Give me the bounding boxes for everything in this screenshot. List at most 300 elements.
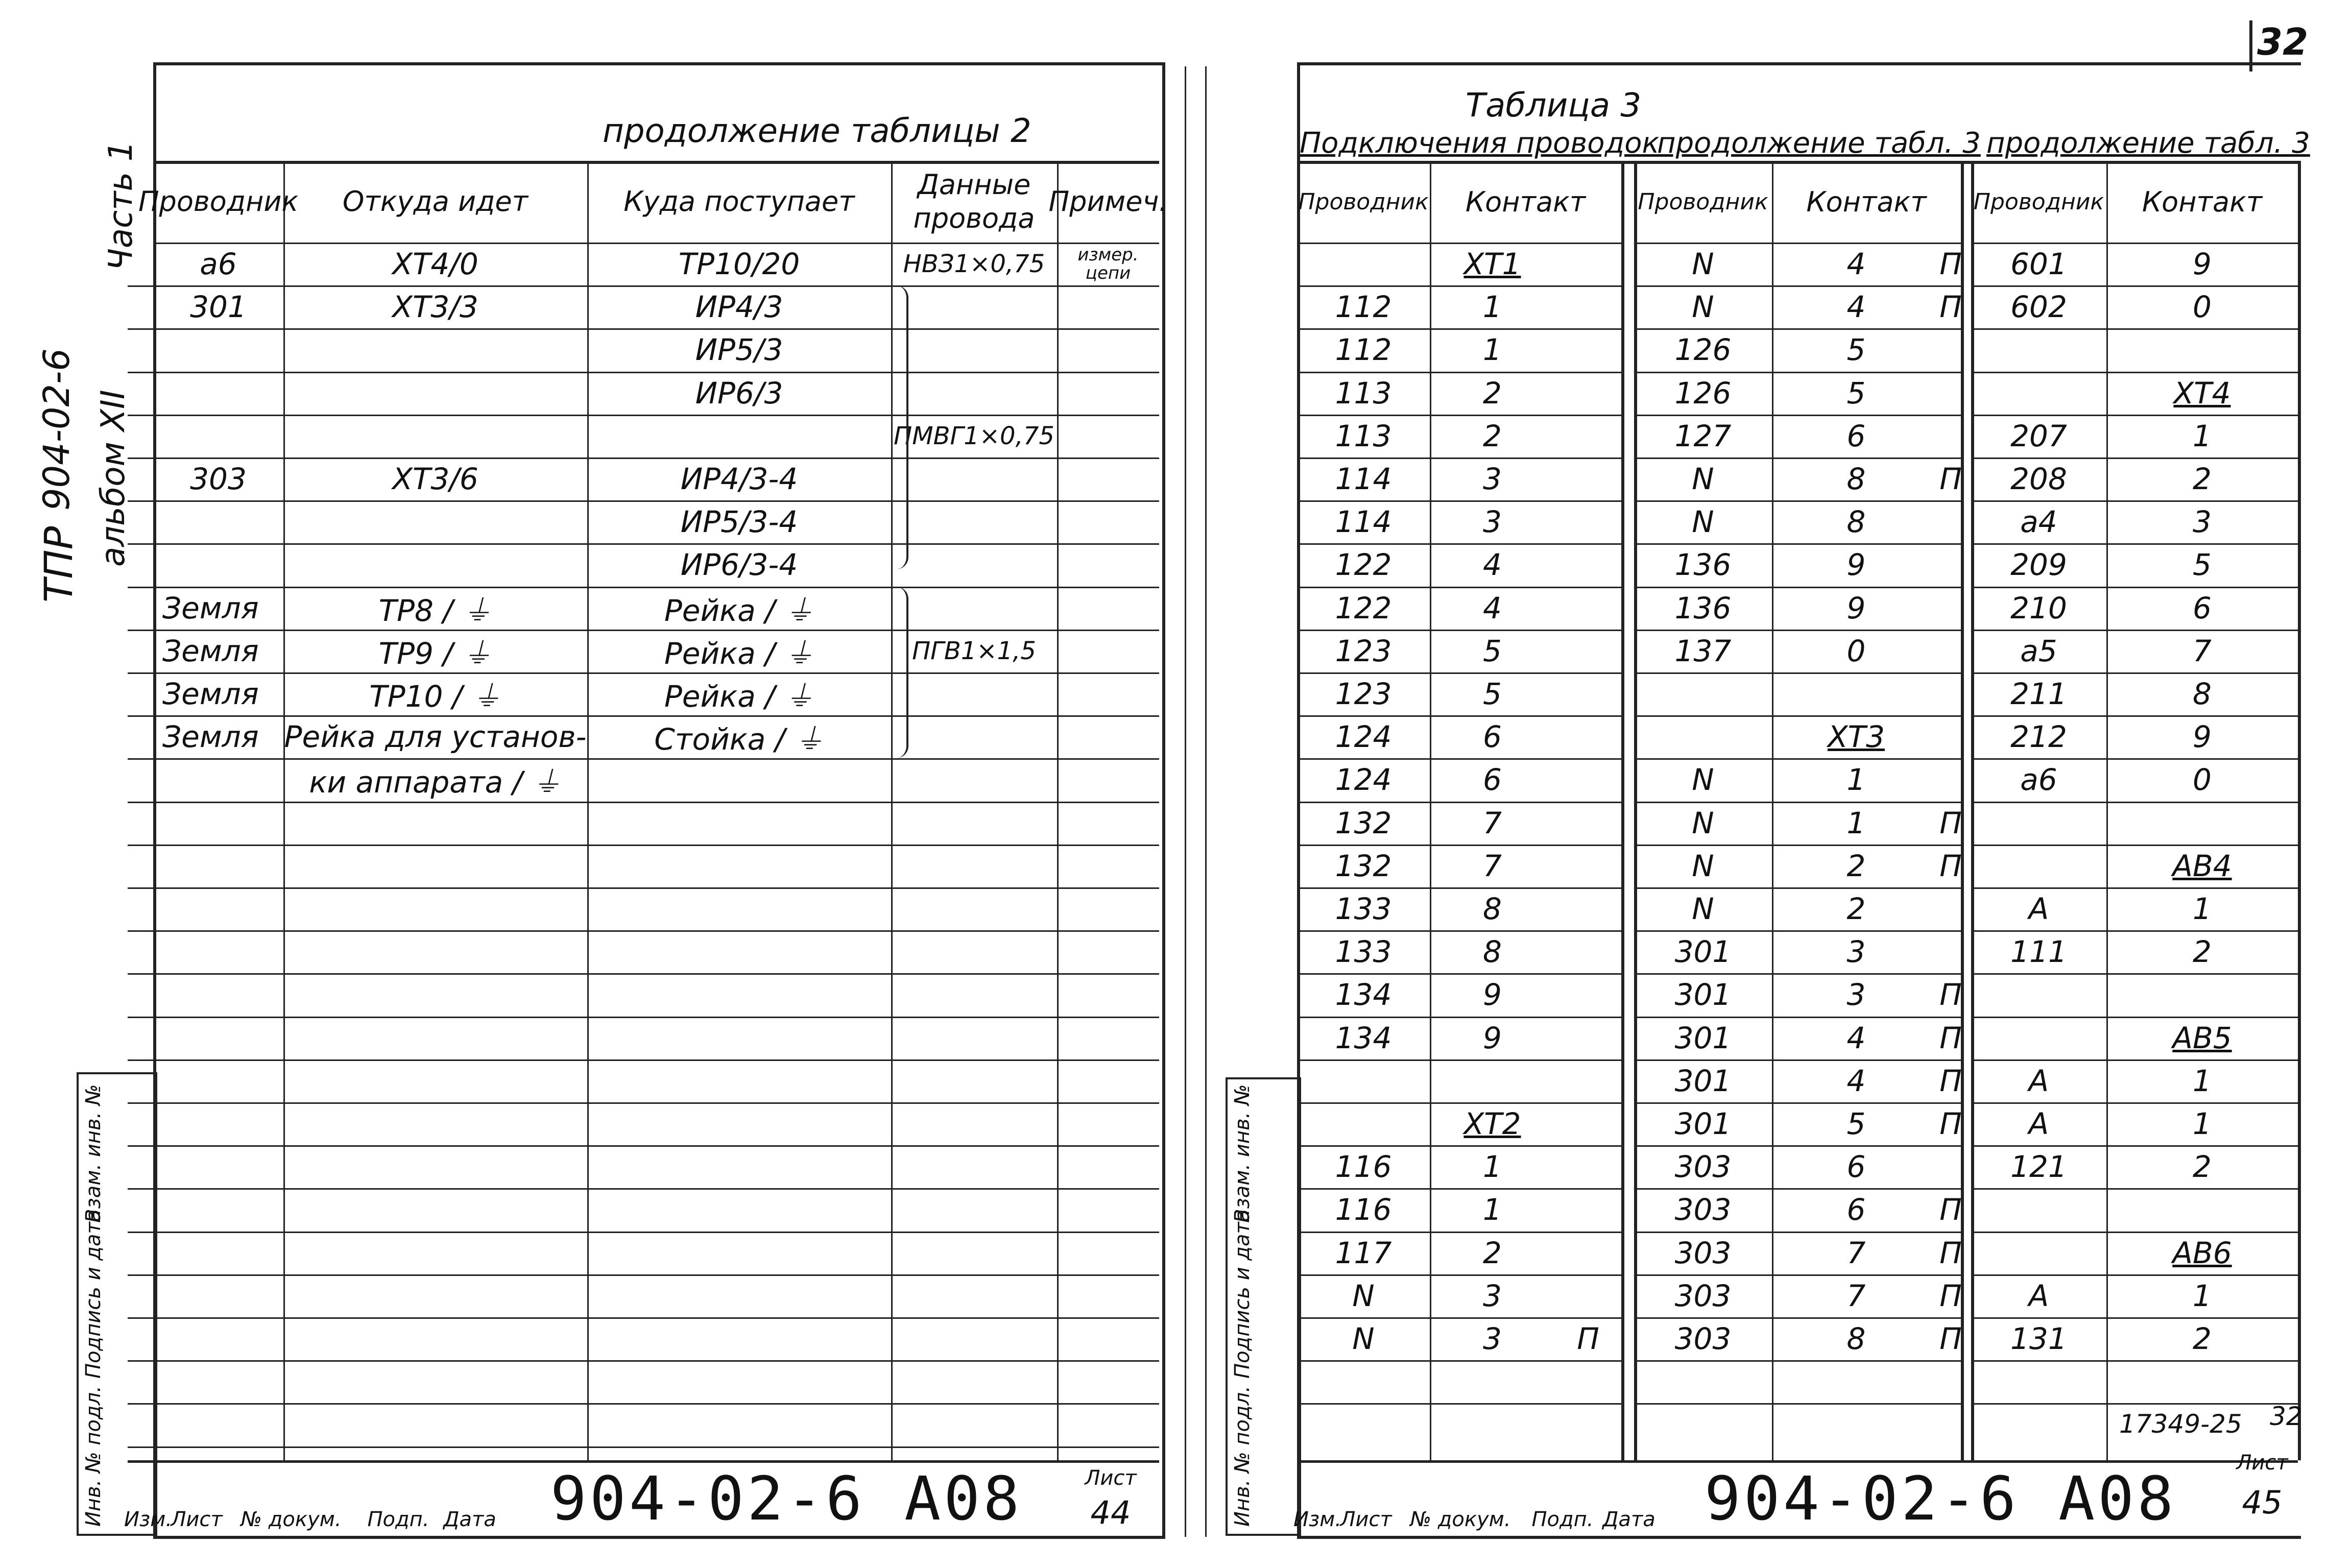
right-cell-wire <box>1634 715 1772 758</box>
right-stamp-col-list: Лист <box>1340 1508 1392 1531</box>
right-cell-contact: 9 <box>2193 719 2212 755</box>
left-row-line <box>128 1446 1159 1448</box>
left-row-line <box>128 887 1159 889</box>
left-stamp-col-list: Лист <box>171 1508 223 1531</box>
right-header-contact: Контакт <box>1465 185 1586 218</box>
right-cell-wire: 124 <box>1335 719 1392 755</box>
right-cont-2: продолжение табл. 3 <box>1986 127 2310 160</box>
gutter-line-2 <box>1205 66 1207 1537</box>
left-side-stamp-1: Взам. инв. № <box>82 1084 105 1223</box>
left-cell-wire <box>153 328 283 371</box>
right-cell-wire: 602 <box>2010 290 2067 325</box>
right-cell-wire: N <box>1692 762 1714 798</box>
right-cell-jumper <box>1555 372 1621 415</box>
left-cell-wire: a6 <box>200 247 237 282</box>
left-side-stamp-2: Подпись и дата <box>82 1209 105 1379</box>
left-brace-2 <box>896 587 908 759</box>
left-cell-to: TP10/20 <box>678 247 800 282</box>
left-cell-wire: Земля <box>162 719 259 755</box>
right-cell-contact: 8 <box>1846 504 1866 540</box>
left-cell-note <box>1057 758 1159 801</box>
right-cell-wire <box>1634 672 1772 715</box>
right-cell-wire: 116 <box>1335 1149 1392 1185</box>
right-cell-terminal-header: XT4 <box>2173 375 2231 411</box>
right-cell-jumper: П <box>1939 977 1962 1012</box>
right-cell-wire: 134 <box>1335 977 1392 1012</box>
right-cell-jumper: П <box>1939 462 1962 497</box>
right-cell-contact: 3 <box>1846 934 1866 970</box>
right-cell-contact: 4 <box>1846 247 1866 282</box>
right-cell-contact: 0 <box>1846 633 1866 668</box>
left-row-line <box>128 802 1159 803</box>
right-cell-wire: 133 <box>1335 891 1392 927</box>
left-cell-note <box>1057 543 1159 586</box>
right-cell-wire: 112 <box>1335 290 1392 325</box>
left-cell-note <box>1057 715 1159 758</box>
right-cell-jumper <box>1555 1232 1621 1274</box>
left-cell-data <box>891 758 1057 801</box>
margin-part: Часть 1 <box>102 140 140 271</box>
right-cell-wire: 208 <box>2010 462 2067 497</box>
left-cell-note <box>1057 587 1159 630</box>
right-cell-wire: 211 <box>2010 677 2067 712</box>
right-cell-jumper <box>1555 543 1621 586</box>
left-row-line <box>128 973 1159 975</box>
left-row-line <box>128 845 1159 846</box>
left-header-to: Куда поступает <box>623 185 855 218</box>
right-cell-contact: 9 <box>1846 590 1866 625</box>
left-brace-1 <box>896 285 908 569</box>
right-cell-wire: 121 <box>2010 1149 2067 1185</box>
right-cell-jumper <box>1940 758 1961 801</box>
left-cell-data <box>891 457 1057 500</box>
right-cell-wire <box>1971 1232 2106 1274</box>
right-stamp-sheet-no: 45 <box>2242 1484 2283 1521</box>
right-cell-jumper: П <box>1939 1106 1962 1142</box>
left-row-line <box>128 1102 1159 1104</box>
right-cell-wire: A <box>2028 1106 2049 1142</box>
right-cell-wire: 301 <box>1674 1106 1732 1142</box>
left-cell-note <box>1057 630 1159 672</box>
left-title: продолжение таблицы 2 <box>603 112 1031 150</box>
right-cell-wire: 303 <box>1674 1278 1732 1313</box>
left-cell-from: XT4/0 <box>392 247 478 282</box>
right-cell-wire: 126 <box>1674 332 1732 368</box>
right-cell-contact: 6 <box>1483 719 1502 755</box>
right-group-end-line <box>2298 161 2301 1460</box>
right-stamp-col-date: Дата <box>1602 1508 1655 1531</box>
right-cell-contact: 7 <box>1846 1278 1866 1313</box>
right-cell-wire: 303 <box>1674 1321 1732 1357</box>
right-cell-wire: 136 <box>1674 547 1732 583</box>
right-cell-jumper <box>1940 1145 1961 1188</box>
right-cell-contact: 1 <box>1483 1192 1502 1227</box>
right-cell-wire: a4 <box>2020 504 2057 540</box>
left-stamp-sheet-no: 44 <box>1090 1494 1131 1531</box>
right-stamp-sheet-label: Лист <box>2236 1451 2288 1475</box>
right-cell-jumper: П <box>1939 1321 1962 1357</box>
left-cell-data: ПГВ1×1,5 <box>912 636 1036 665</box>
right-cell-wire <box>1971 1017 2106 1059</box>
right-cell-wire: 133 <box>1335 934 1392 970</box>
right-cell-wire: 134 <box>1335 1020 1392 1055</box>
right-cell-contact: 3 <box>1483 462 1502 497</box>
left-header-note: Примеч. <box>1048 185 1168 218</box>
left-row-line <box>128 1188 1159 1190</box>
right-cell-terminal-header: XT3 <box>1827 719 1885 755</box>
right-cell-wire: A <box>2028 1063 2049 1098</box>
right-cell-wire: 124 <box>1335 762 1392 798</box>
right-cell-contact: 1 <box>1483 332 1502 368</box>
right-header-wire: Проводник <box>1638 188 1768 215</box>
left-cell-data <box>891 715 1057 758</box>
left-stamp-col-izm: Изм. <box>124 1508 173 1531</box>
right-cell-jumper <box>1555 1059 1621 1102</box>
right-row-line <box>1634 1403 1961 1405</box>
right-cell-contact: 2 <box>2193 1321 2212 1357</box>
left-header-data: Данные провода <box>913 168 1035 234</box>
left-row-line <box>128 1232 1159 1233</box>
right-cell-wire: 303 <box>1674 1235 1732 1270</box>
right-cell-wire: 301 <box>1674 977 1732 1012</box>
right-cell-contact: 5 <box>1846 332 1866 368</box>
right-cell-jumper <box>1555 758 1621 801</box>
right-cell-jumper: П <box>1939 1020 1962 1055</box>
left-cell-data <box>891 372 1057 415</box>
left-cell-data <box>891 672 1057 715</box>
right-cell-wire: 114 <box>1335 462 1392 497</box>
right-cell-contact <box>2106 973 2298 1016</box>
right-cell-wire: 113 <box>1335 375 1392 411</box>
left-cell-data <box>891 500 1057 543</box>
left-cell-to: ИР5/3 <box>695 332 783 368</box>
left-cell-to <box>587 415 891 457</box>
left-row-line <box>128 1145 1159 1147</box>
right-cell-wire: N <box>1352 1278 1375 1313</box>
left-row-line <box>128 930 1159 932</box>
left-cell-to: Рейка / ⏚ <box>664 636 814 671</box>
right-cell-jumper <box>1555 715 1621 758</box>
right-cell-contact <box>1772 672 1940 715</box>
right-cell-jumper <box>1555 500 1621 543</box>
right-cell-wire: 117 <box>1335 1235 1392 1270</box>
right-cell-contact: 8 <box>1483 891 1502 927</box>
right-cell-jumper <box>1940 328 1961 371</box>
right-cell-wire: 303 <box>1674 1149 1732 1185</box>
right-cell-jumper <box>1940 930 1961 973</box>
right-cell-terminal-header: AB5 <box>2172 1020 2232 1055</box>
right-cell-wire: 303 <box>1674 1192 1732 1227</box>
margin-album: альбом XII <box>94 390 132 567</box>
right-cell-wire: 210 <box>2010 590 2067 625</box>
left-cell-note: измер. цепи <box>1077 245 1139 284</box>
left-row-line <box>128 1274 1159 1276</box>
right-cell-contact: 8 <box>1483 934 1502 970</box>
left-cell-from: Рейка для установ- <box>284 719 587 755</box>
right-cell-contact: 8 <box>1846 1321 1866 1357</box>
right-cell-jumper <box>1555 1145 1621 1188</box>
right-cell-contact: 9 <box>1483 1020 1502 1055</box>
right-stamp-code: 904-02-6 А08 <box>1704 1463 2177 1534</box>
left-row-line <box>128 1317 1159 1319</box>
right-cell-contact: 2 <box>1483 1235 1502 1270</box>
right-cell-jumper: П <box>1939 1278 1962 1313</box>
right-cell-contact: 2 <box>1483 418 1502 453</box>
right-header-contact: Контакт <box>2142 185 2263 218</box>
right-cell-terminal-header: XT1 <box>1463 247 1521 282</box>
left-cell-to: ИР5/3-4 <box>680 504 798 540</box>
left-cell-wire: Земля <box>162 677 259 712</box>
right-cell-wire: A <box>2028 891 2049 927</box>
right-cell-jumper: П <box>1939 805 1962 840</box>
right-cell-contact: 4 <box>1483 590 1502 625</box>
left-cell-wire <box>153 415 283 457</box>
right-cell-contact: 7 <box>1483 805 1502 840</box>
left-row-line <box>128 1403 1159 1405</box>
left-cell-from: TP8 / ⏚ <box>378 593 492 628</box>
right-cell-wire: N <box>1692 462 1714 497</box>
right-cell-wire: 301 <box>1674 934 1732 970</box>
margin-tpr: ТПР <box>36 526 81 602</box>
right-cell-contact: 6 <box>2193 590 2212 625</box>
right-cell-contact: 2 <box>1846 848 1866 883</box>
right-cell-wire: N <box>1692 891 1714 927</box>
right-cell-wire <box>1971 802 2106 845</box>
right-cell-wire <box>1971 1188 2106 1231</box>
right-cell-jumper: П <box>1939 247 1962 282</box>
left-side-stamp-3: Инв. № подл. <box>82 1386 105 1527</box>
right-cell-wire: 132 <box>1335 805 1392 840</box>
left-cell-wire <box>153 372 283 415</box>
right-cell-terminal-header: AB6 <box>2172 1235 2232 1270</box>
right-cell-jumper <box>1940 587 1961 630</box>
right-row-line <box>1971 1403 2298 1405</box>
right-cell-contact: 7 <box>1846 1235 1866 1270</box>
right-cell-wire: N <box>1692 504 1714 540</box>
left-stamp-col-date: Дата <box>443 1508 496 1531</box>
left-cell-note <box>1057 500 1159 543</box>
left-cell-from: TP10 / ⏚ <box>369 679 501 714</box>
right-cell-wire: 127 <box>1674 418 1732 453</box>
right-cell-wire: a6 <box>2020 762 2057 798</box>
right-cell-jumper <box>1940 715 1961 758</box>
left-cell-from: TP9 / ⏚ <box>378 636 492 671</box>
right-cell-jumper <box>1940 500 1961 543</box>
left-cell-data: НВЗ1×0,75 <box>903 250 1045 279</box>
right-title: Таблица 3 <box>1466 87 1642 125</box>
right-cell-contact: 1 <box>2193 418 2212 453</box>
left-cell-to: ИР6/3-4 <box>680 547 798 583</box>
right-cell-jumper <box>1555 285 1621 328</box>
left-cell-data <box>891 328 1057 371</box>
right-cell-jumper <box>1555 930 1621 973</box>
right-cell-jumper: П <box>1939 1192 1962 1227</box>
right-cell-wire: N <box>1692 290 1714 325</box>
right-cell-wire: 123 <box>1335 633 1392 668</box>
right-cell-jumper <box>1940 543 1961 586</box>
right-cell-wire: A <box>2028 1278 2049 1313</box>
left-cell-from <box>283 415 587 457</box>
right-cell-wire: 131 <box>2010 1321 2067 1357</box>
left-cell-note <box>1057 372 1159 415</box>
right-cell-contact: 1 <box>2193 1278 2212 1313</box>
right-cell-contact <box>2106 328 2298 371</box>
right-cell-jumper <box>1940 887 1961 930</box>
right-subtitle: Подключения проводок <box>1300 127 1660 160</box>
left-cell-wire <box>153 543 283 586</box>
right-cell-contact: 3 <box>1483 1321 1502 1357</box>
right-side-stamp-1: Взам. инв. № <box>1231 1084 1254 1223</box>
left-cell-from <box>283 372 587 415</box>
right-cell-contact: 1 <box>1846 805 1866 840</box>
right-cell-contact: 2 <box>2193 1149 2212 1185</box>
right-cell-wire <box>1971 372 2106 415</box>
right-row-line <box>1297 1360 1621 1362</box>
left-cell-wire: Земля <box>162 590 259 625</box>
left-cell-to: Стойка / ⏚ <box>654 722 824 757</box>
gutter-line-1 <box>1185 66 1186 1537</box>
left-cell-wire <box>153 758 283 801</box>
right-cell-jumper <box>1555 672 1621 715</box>
right-cell-contact: 2 <box>1483 375 1502 411</box>
left-cell-data <box>891 285 1057 328</box>
right-cell-contact: 2 <box>2193 934 2212 970</box>
right-cell-contact: 1 <box>2193 891 2212 927</box>
right-cell-wire <box>1297 243 1430 285</box>
right-cell-terminal-header: XT2 <box>1463 1106 1521 1142</box>
right-cell-contact: 3 <box>2193 504 2212 540</box>
right-cell-wire: 301 <box>1674 1063 1732 1098</box>
right-cell-contact: 0 <box>2193 290 2212 325</box>
page-number: 32 <box>2257 20 2309 63</box>
right-group-end-line <box>1621 161 1624 1460</box>
right-cell-wire: 132 <box>1335 848 1392 883</box>
right-cell-wire: 111 <box>2010 934 2067 970</box>
left-cell-to: ИР4/3 <box>695 290 783 325</box>
right-cell-contact: 1 <box>2193 1106 2212 1142</box>
right-cell-jumper <box>1555 457 1621 500</box>
right-cell-jumper <box>1555 845 1621 887</box>
left-stamp-col-doc: № докум. <box>241 1508 342 1531</box>
right-cell-jumper <box>1555 887 1621 930</box>
right-cell-contact: 6 <box>1846 418 1866 453</box>
right-cell-contact: 2 <box>2193 462 2212 497</box>
right-row-line <box>1634 1360 1961 1362</box>
right-cell-contact: 9 <box>1846 547 1866 583</box>
left-cell-from: XT3/6 <box>392 462 478 497</box>
left-cell-note <box>1057 415 1159 457</box>
right-cell-jumper <box>1940 630 1961 672</box>
right-cell-wire: a5 <box>2020 633 2057 668</box>
left-cell-note <box>1057 672 1159 715</box>
left-header-from: Откуда идет <box>342 185 529 218</box>
right-cell-contact: 8 <box>2193 677 2212 712</box>
left-cell-wire: 303 <box>190 462 247 497</box>
right-cell-contact <box>2106 802 2298 845</box>
right-cell-contact: 2 <box>1846 891 1866 927</box>
right-stamp-col-doc: № докум. <box>1410 1508 1511 1531</box>
right-cell-jumper: П <box>1939 1235 1962 1270</box>
right-cell-contact <box>1430 1059 1555 1102</box>
right-cell-wire: 212 <box>2010 719 2067 755</box>
right-cell-contact: 7 <box>2193 633 2212 668</box>
right-cell-contact: 4 <box>1846 1063 1866 1098</box>
left-cell-to: ИР6/3 <box>695 375 783 411</box>
right-cell-wire: 137 <box>1674 633 1732 668</box>
right-cell-wire: N <box>1352 1321 1375 1357</box>
right-cell-wire: N <box>1692 848 1714 883</box>
right-cell-wire: 116 <box>1335 1192 1392 1227</box>
right-cell-wire: N <box>1692 247 1714 282</box>
right-cell-wire: 112 <box>1335 332 1392 368</box>
right-cell-wire: 301 <box>1674 1020 1732 1055</box>
right-cell-contact: 3 <box>1483 504 1502 540</box>
right-cell-jumper: П <box>1939 1063 1962 1098</box>
right-cell-jumper <box>1940 672 1961 715</box>
right-cell-wire <box>1297 1059 1430 1102</box>
right-cell-contact: 8 <box>1846 462 1866 497</box>
right-cell-contact: 5 <box>1846 1106 1866 1142</box>
right-cell-wire <box>1971 845 2106 887</box>
right-cell-jumper <box>1940 415 1961 457</box>
left-stamp-code: 904-02-6 А08 <box>550 1463 1023 1534</box>
right-cell-contact: 5 <box>1483 677 1502 712</box>
right-cell-jumper <box>1940 372 1961 415</box>
left-cell-from <box>283 543 587 586</box>
right-cell-jumper <box>1555 328 1621 371</box>
right-cell-wire <box>1971 328 2106 371</box>
left-cell-from: XT3/3 <box>392 290 478 325</box>
order-page: 32 <box>2270 1402 2302 1431</box>
right-cell-contact: 4 <box>1483 547 1502 583</box>
left-cell-to: Рейка / ⏚ <box>664 679 814 714</box>
right-cell-jumper <box>1555 802 1621 845</box>
left-row-line <box>128 1360 1159 1362</box>
right-cell-contact: 5 <box>2193 547 2212 583</box>
left-cell-from <box>283 500 587 543</box>
right-cell-wire: 209 <box>2010 547 2067 583</box>
right-cell-jumper <box>1555 1188 1621 1231</box>
right-cell-jumper <box>1555 243 1621 285</box>
right-header-wire: Проводник <box>1298 188 1429 215</box>
right-cell-contact: 6 <box>1846 1149 1866 1185</box>
left-cell-to: ИР4/3-4 <box>680 462 798 497</box>
left-cell-wire <box>153 500 283 543</box>
right-cell-contact: 4 <box>1846 290 1866 325</box>
left-cell-note <box>1057 285 1159 328</box>
right-cell-jumper: П <box>1577 1321 1599 1357</box>
right-cell-contact: 1 <box>2193 1063 2212 1098</box>
right-cell-wire: 207 <box>2010 418 2067 453</box>
right-cell-jumper: П <box>1939 848 1962 883</box>
right-stamp-col-izm: Изм. <box>1293 1508 1342 1531</box>
right-row-line <box>1971 1360 2298 1362</box>
right-cell-wire: 126 <box>1674 375 1732 411</box>
right-cell-jumper <box>1555 1274 1621 1317</box>
left-cell-wire: Земля <box>162 633 259 668</box>
margin-series: 904-02-6 <box>36 348 78 511</box>
right-cell-jumper <box>1555 1017 1621 1059</box>
right-cell-contact: 6 <box>1846 1192 1866 1227</box>
right-cell-contact: 3 <box>1483 1278 1502 1313</box>
right-row-line <box>1297 1403 1621 1405</box>
right-header-contact: Контакт <box>1806 185 1927 218</box>
right-cell-contact: 9 <box>2193 247 2212 282</box>
right-cell-contact: 4 <box>1846 1020 1866 1055</box>
left-cell-wire: 301 <box>190 290 247 325</box>
right-header-wire: Проводник <box>1973 188 2104 215</box>
right-cell-wire: 114 <box>1335 504 1392 540</box>
